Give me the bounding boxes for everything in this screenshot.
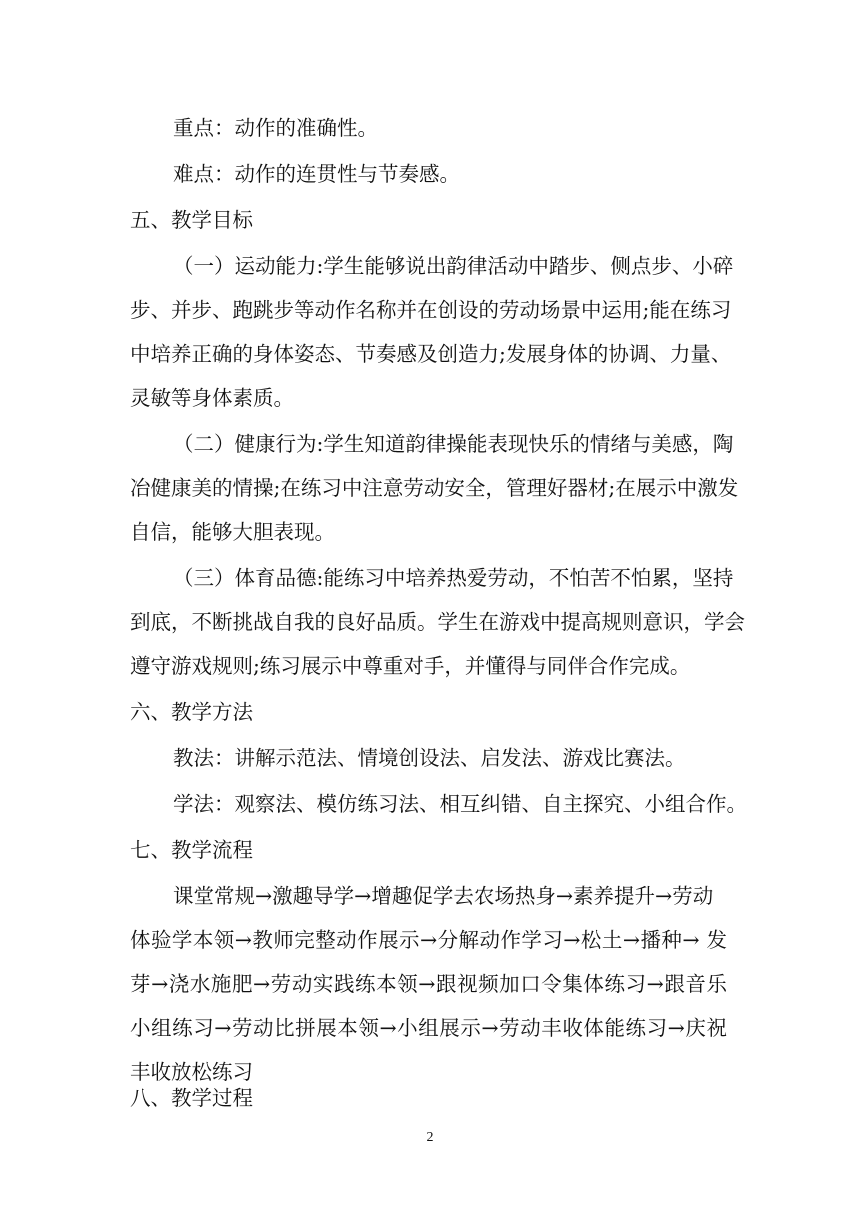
page-number: 2	[426, 1130, 434, 1145]
flow-line-3: 芽→浇水施肥→劳动实践练本领→跟视频加口令集体练习→跟音乐	[130, 972, 727, 996]
section-heading-methods: 六、教学方法	[130, 700, 253, 724]
goal-3-line-3: 遵守游戏规则;练习展示中尊重对手，并懂得与同伴合作完成。	[130, 654, 691, 678]
goal-2-line-2: 冶健康美的情操;在练习中注意劳动安全，管理好器材;在展示中激发	[130, 476, 739, 500]
goal-1-line-3: 中培养正确的身体姿态、节奏感及创造力;发展身体的协调、力量、	[130, 342, 732, 366]
flow-line-4: 小组练习→劳动比拼展本领→小组展示→劳动丰收体能练习→庆祝	[130, 1016, 727, 1040]
key-point-line: 重点：动作的准确性。	[173, 116, 378, 140]
flow-line-5: 丰收放松练习	[130, 1060, 253, 1084]
goal-1-line-2: 步、并步、跑跳步等动作名称并在创设的劳动场景中运用;能在练习	[130, 298, 732, 322]
goal-1-line-1: （一）运动能力:学生能够说出韵律活动中踏步、侧点步、小碎	[173, 254, 734, 278]
section-heading-process: 八、教学过程	[130, 1086, 253, 1110]
difficulty-line: 难点：动作的连贯性与节奏感。	[173, 162, 460, 186]
teaching-method-line: 教法：讲解示范法、情境创设法、启发法、游戏比赛法。	[173, 746, 686, 770]
learning-method-line: 学法：观察法、模仿练习法、相互纠错、自主探究、小组合作。	[173, 792, 747, 816]
goal-3-line-1: （三）体育品德:能练习中培养热爱劳动，不怕苦不怕累，坚持	[173, 566, 734, 590]
goal-3-line-2: 到底，不断挑战自我的良好品质。学生在游戏中提高规则意识，学会	[130, 610, 745, 634]
section-heading-flow: 七、教学流程	[130, 838, 253, 862]
flow-line-1: 课堂常规→激趣导学→增趣促学去农场热身→素养提升→劳动	[173, 884, 714, 908]
goal-1-line-4: 灵敏等身体素质。	[130, 386, 294, 410]
goal-2-line-3: 自信，能够大胆表现。	[130, 520, 335, 544]
section-heading-goals: 五、教学目标	[130, 208, 253, 232]
flow-line-2: 体验学本领→教师完整动作展示→分解动作学习→松土→播种→ 发	[130, 928, 727, 952]
goal-2-line-1: （二）健康行为:学生知道韵律操能表现快乐的情绪与美感，陶	[173, 432, 734, 456]
